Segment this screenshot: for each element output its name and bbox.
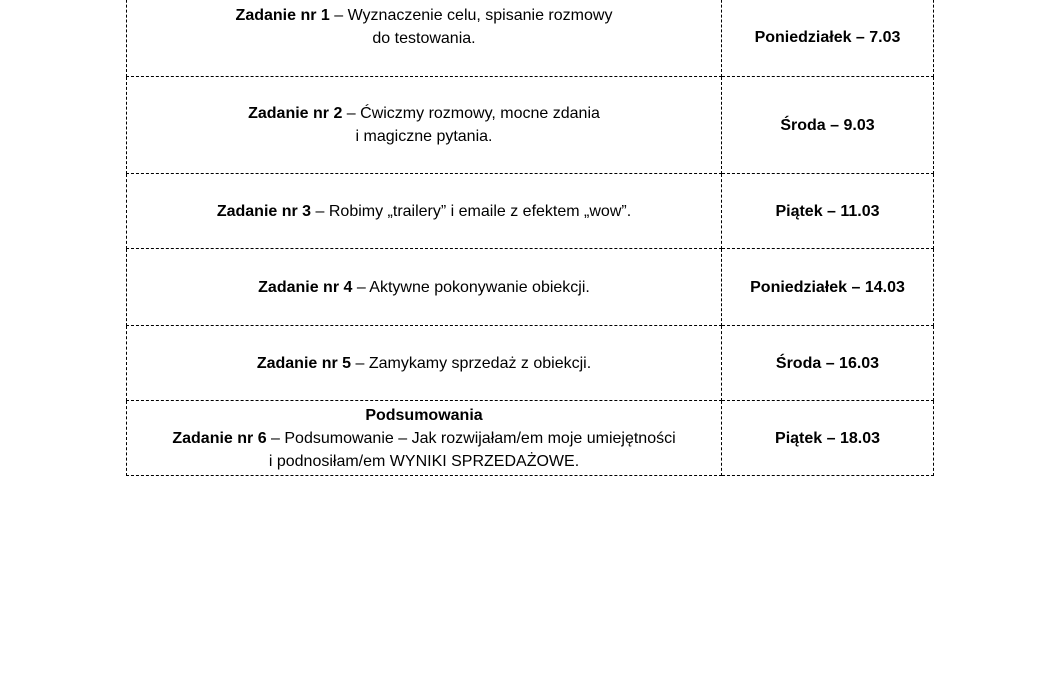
table-row xyxy=(127,326,934,401)
task-cell xyxy=(127,401,722,476)
task-description-continued: i podnosiłam/em WYNIKI SPRZEDAŻOWE. xyxy=(268,452,580,470)
task-title: Zadanie nr 4 xyxy=(258,278,353,296)
task-line xyxy=(127,352,721,375)
task-schedule-table xyxy=(126,0,934,476)
task-line xyxy=(127,102,721,125)
task-date: Środa – 9.03 xyxy=(722,77,934,174)
task-line xyxy=(127,4,721,27)
table-row xyxy=(127,174,934,249)
task-cell xyxy=(127,326,722,401)
task-date: Piątek – 11.03 xyxy=(722,174,934,249)
task-title: Zadanie nr 5 xyxy=(256,354,352,372)
table-row xyxy=(127,77,934,174)
task-description: – Ćwiczmy rozmowy, mocne zdania xyxy=(342,105,600,122)
task-date: Piątek – 18.03 xyxy=(722,401,934,476)
task-description: – Aktywne pokonywanie obiekcji. xyxy=(352,278,590,296)
task-cell xyxy=(127,77,722,174)
task-description: – Zamykamy sprzedaż z obiekcji. xyxy=(351,354,592,372)
task-description: – Podsumowanie – Jak rozwijałam/em moje umiejętności xyxy=(266,429,676,447)
task-cell xyxy=(127,249,722,326)
task-description-continued: i magiczne pytania. xyxy=(355,128,493,145)
table-row xyxy=(127,401,934,476)
task-title: Zadanie nr 1 xyxy=(235,6,330,24)
task-cell xyxy=(127,0,722,77)
task-description: – Robimy „trailery” i emaile z efektem „wow”. xyxy=(311,202,632,220)
task-date: Środa – 16.03 xyxy=(722,326,934,401)
table-row xyxy=(127,0,934,77)
task-date: Poniedziałek – 14.03 xyxy=(722,249,934,326)
table-row xyxy=(127,249,934,326)
task-line xyxy=(127,427,721,450)
section-heading: Podsumowania xyxy=(365,406,483,424)
task-title: Zadanie nr 6 xyxy=(172,429,267,447)
task-title: Zadanie nr 3 xyxy=(216,202,312,220)
task-date: Poniedziałek – 7.03 xyxy=(722,0,934,77)
task-line xyxy=(127,276,721,299)
task-description: – Wyznaczenie celu, spisanie rozmowy xyxy=(329,6,613,24)
task-title: Zadanie nr 2 xyxy=(248,105,343,122)
task-line xyxy=(127,200,721,223)
task-description-continued: do testowania. xyxy=(372,29,476,47)
task-cell xyxy=(127,174,722,249)
